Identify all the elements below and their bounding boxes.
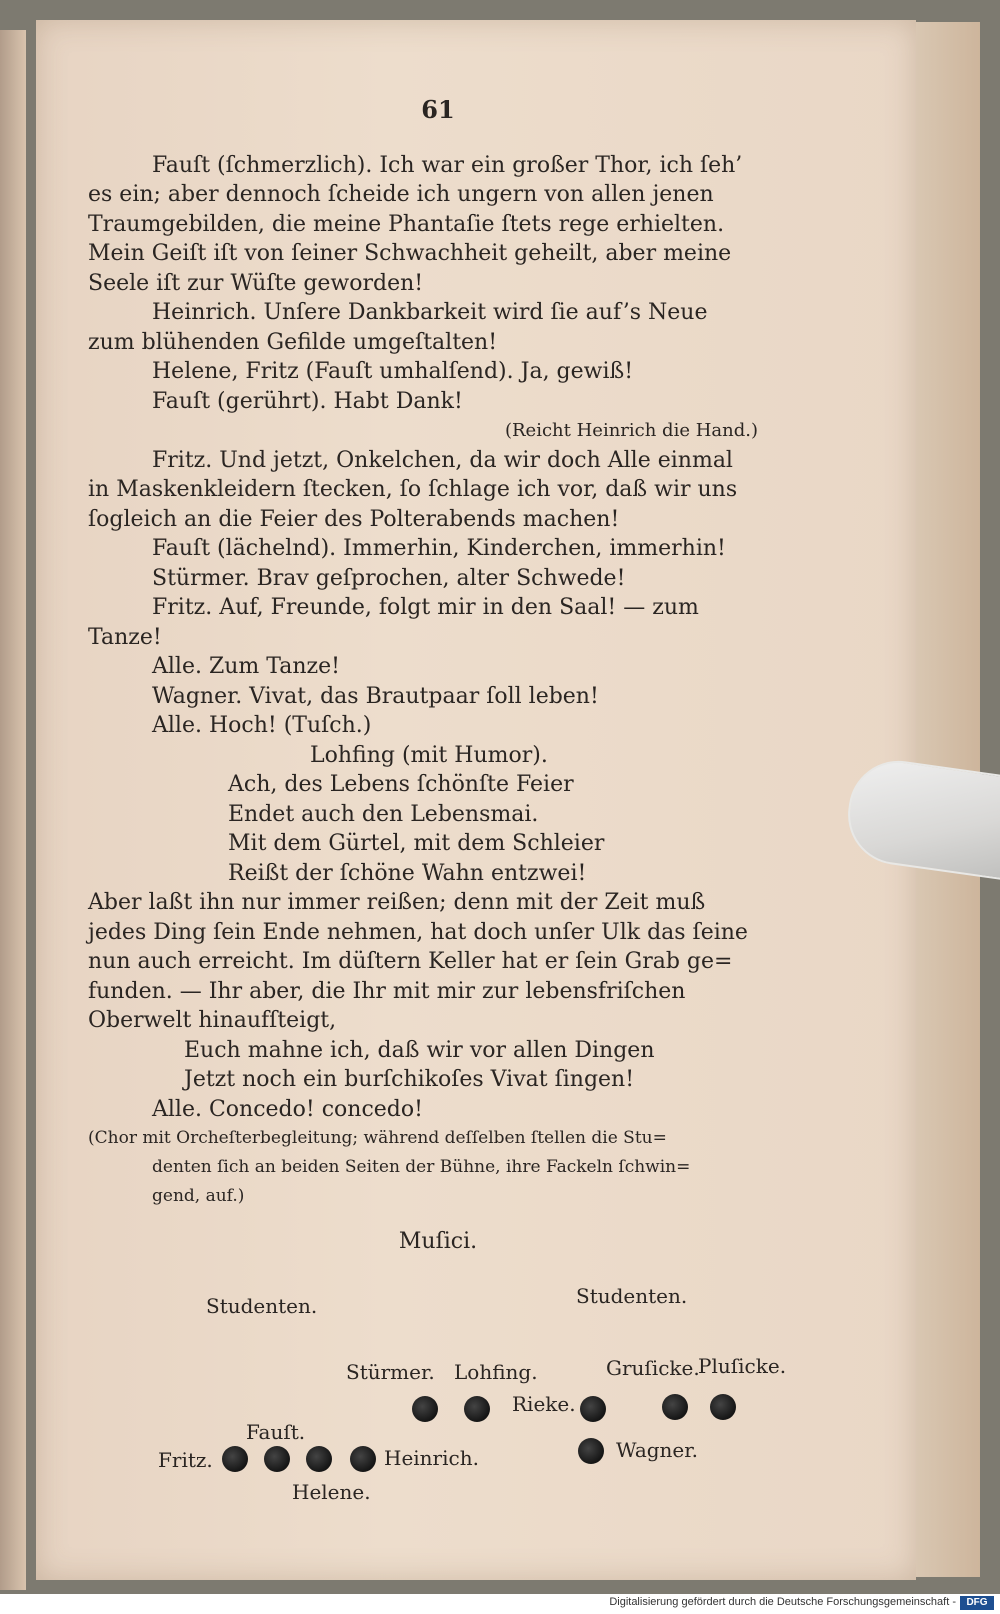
label-heinrich: Heinrich. <box>384 1446 479 1470</box>
label-grusicke: Gruſicke. <box>606 1356 700 1380</box>
text-line: jedes Ding ſein Ende nehmen, hat doch unſer Ulk das ſeine <box>88 919 748 945</box>
page-text <box>88 95 788 1257</box>
text-line: Oberwelt hinaufſteigt, <box>88 1008 337 1033</box>
text-line: Fauſt (lächelnd). Immerhin, Kinderchen, immerhin! <box>152 536 726 561</box>
text-line: in Maskenkleidern ſtecken, ſo ſchlage ich vor, daß wir uns <box>88 477 738 502</box>
text-line: funden. — Ihr aber, die Ihr mit mir zur lebensfriſchen <box>88 978 686 1004</box>
verse-line: Reißt der ſchöne Wahn entzwei! <box>228 860 587 886</box>
dfg-logo: DFG <box>960 1596 994 1610</box>
song-heading: Lohfing (mit Humor). <box>310 742 548 768</box>
text-line: Aber laßt ihn nur immer reißen; denn mit der Zeit muß <box>88 890 706 915</box>
figure-dot <box>580 1396 606 1422</box>
text-line: Fritz. Auf, Freunde, folgt mir in den Saal! — zum <box>152 595 699 620</box>
figure-dot <box>464 1396 490 1422</box>
figure-dot <box>710 1394 736 1420</box>
diagram-musici: Muſici. <box>398 1229 478 1254</box>
verse-line: Mit dem Gürtel, mit dem Schleier <box>228 831 605 856</box>
label-studenten-right: Studenten. <box>576 1284 688 1308</box>
text-line: Alle. Concedo! concedo! <box>152 1096 423 1122</box>
label-studenten-left: Studenten. <box>206 1294 318 1318</box>
verse-line: Ach, des Lebens ſchönſte Feier <box>228 772 574 797</box>
text-line: nun auch erreicht. Im düſtern Keller hat er ſein Grab ge= <box>88 949 733 974</box>
figure-dot <box>222 1446 248 1472</box>
stage-direction: (Reicht Heinrich die Hand.) <box>504 420 758 441</box>
verse-line: Euch mahne ich, daß wir vor allen Dingen <box>184 1037 655 1063</box>
figure-dot <box>264 1446 290 1472</box>
text-line: zum blühenden Gefilde umgeſtalten! <box>88 329 498 355</box>
text-line: Helene, Fritz (Fauſt umhalſend). Ja, gewiß! <box>152 359 634 384</box>
text-line: Seele iſt zur Wüſte geworden! <box>88 270 424 296</box>
figure-dot <box>578 1438 604 1464</box>
text-line: Traumgebilden, die meine Phantaſie ſtets rege erhielten. <box>88 211 725 237</box>
text-line: Fauſt (ſchmerzlich). Ich war ein großer Thor, ich ſeh’ <box>152 152 743 178</box>
funding-notice: Digitalisierung gefördert durch die Deutsche Forschungsgemeinschaft - <box>609 1596 956 1608</box>
label-rieke: Rieke. <box>512 1392 576 1416</box>
text-line: Wagner. Vivat, das Brautpaar ſoll leben! <box>152 683 599 709</box>
verse-line: Endet auch den Lebensmai. <box>228 801 539 827</box>
stage-direction: denten ſich an beiden Seiten der Bühne, ihre Fackeln ſchwin= <box>152 1157 691 1177</box>
text-line: Alle. Zum Tanze! <box>152 654 340 679</box>
text-line: Stürmer. Brav geſprochen, alter Schwede! <box>152 565 626 591</box>
verse-line: Jetzt noch ein burſchikoſes Vivat ſingen! <box>184 1067 635 1092</box>
footer-bar <box>0 1594 1000 1614</box>
text-line: es ein; aber dennoch ſcheide ich ungern von allen jenen <box>88 182 714 207</box>
figure-dot <box>350 1446 376 1472</box>
figure-dot <box>306 1446 332 1472</box>
page-number: 61 <box>421 95 455 124</box>
text-line: Alle. Hoch! (Tuſch.) <box>152 713 372 738</box>
facing-page-edge <box>0 30 26 1590</box>
text-line: Heinrich. Unſere Dankbarkeit wird ſie auf’s Neue <box>152 300 708 325</box>
label-faust: Fauſt. <box>246 1420 306 1444</box>
stage-diagram <box>88 1284 788 1510</box>
label-stuermer: Stürmer. <box>346 1360 435 1384</box>
text-line: Fauſt (gerührt). Habt Dank! <box>152 388 463 414</box>
figure-dot <box>662 1394 688 1420</box>
text-line: Tanze! <box>88 624 162 650</box>
figure-dot <box>412 1396 438 1422</box>
label-lohfing: Lohfing. <box>454 1360 538 1384</box>
label-wagner: Wagner. <box>616 1438 698 1462</box>
stage-direction: gend, auf.) <box>152 1186 245 1206</box>
text-line: ſogleich an die Feier des Polterabends machen! <box>88 506 620 532</box>
text-line: Mein Geiſt iſt von ſeiner Schwachheit geheilt, aber meine <box>88 241 732 266</box>
label-helene: Helene. <box>292 1480 371 1504</box>
label-plusicke: Pluſicke. <box>698 1354 787 1378</box>
text-line: Fritz. Und jetzt, Onkelchen, da wir doch Alle einmal <box>152 447 733 473</box>
stage-direction: (Chor mit Orcheſterbegleitung; während deſſelben ſtellen die Stu= <box>88 1128 667 1148</box>
label-fritz: Fritz. <box>158 1448 213 1472</box>
